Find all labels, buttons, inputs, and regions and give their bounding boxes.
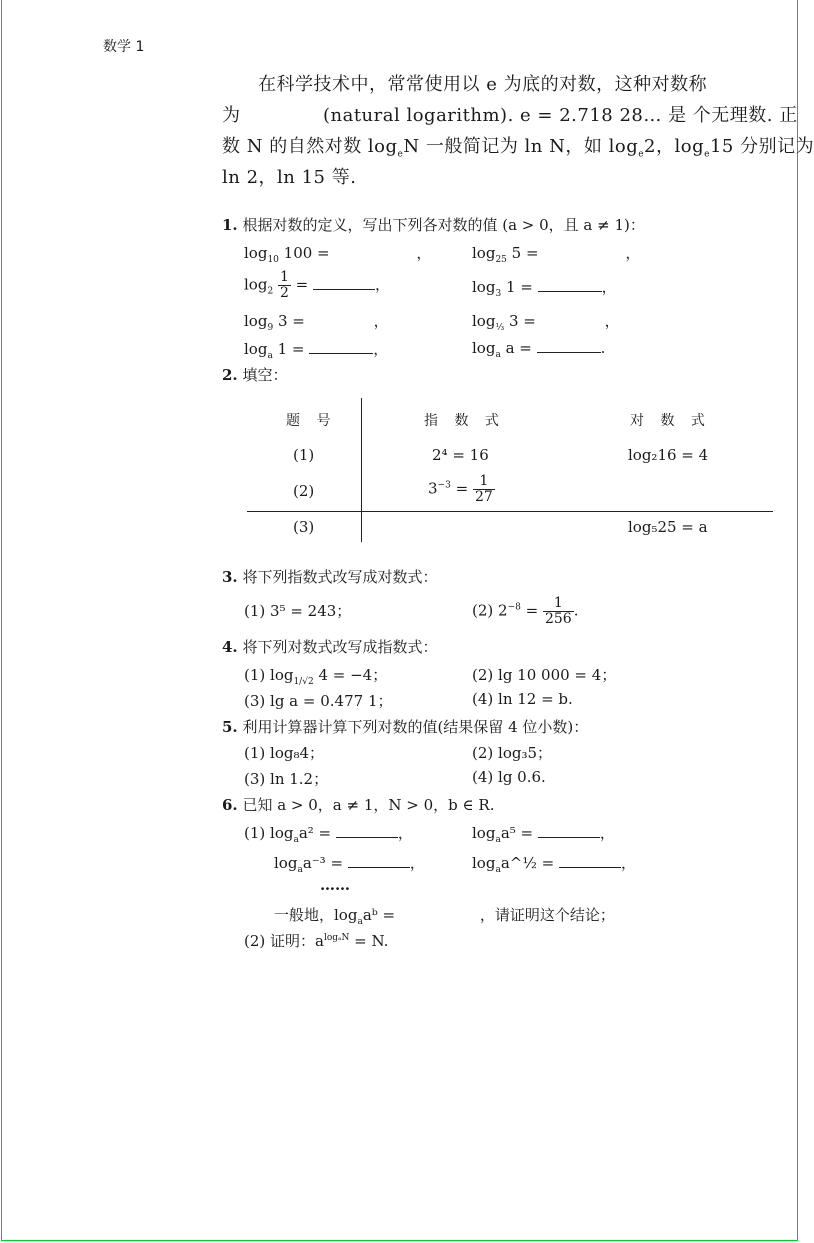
answer-blank[interactable] (334, 244, 416, 258)
q4-stem-text: 将下列对数式改写成指数式： (242, 638, 438, 656)
log-text: log (244, 244, 268, 262)
q4-item-d: (4) ln 12 = b. (472, 690, 573, 708)
log-base: ⅓ (495, 323, 505, 333)
q6-general-rest: aᵇ = (362, 906, 396, 924)
table-horizontal-rule (247, 511, 773, 512)
log-arg: 5 = (506, 244, 539, 262)
q3-b-base: (2) 2 (472, 601, 508, 620)
q5-item-b: (2) log₃5； (472, 744, 553, 762)
answer-blank[interactable] (559, 853, 621, 868)
q1-item-3 (244, 270, 390, 301)
table-row-1-id: (1) (293, 446, 315, 464)
intro-line-3-c: 2，log (644, 136, 705, 157)
table-row-3-id: (3) (293, 518, 315, 536)
q6-line-1b: $\log_aa^5$ = ， (472, 824, 615, 845)
q6-stem-text: 已知 a > 0，a ≠ 1，N > 0，b ∈ R. (242, 796, 495, 814)
intro-line-1: 在科学技术中，常常使用以 e 为底的对数，这种对数称 (258, 74, 708, 95)
q6-base-a: a (293, 835, 299, 845)
q3-number: 3. (222, 568, 238, 586)
q6-base-a: a (297, 865, 303, 875)
q6-log: (1) log (244, 824, 294, 842)
punct: ， (373, 312, 389, 330)
answer-blank[interactable] (400, 906, 480, 920)
q2-stem-text: 填空： (242, 366, 288, 384)
q3-b-power: −8 (507, 602, 521, 613)
intro-line-3-a: 数 N 的自然对数 log (222, 136, 398, 157)
q6-number: 6. (222, 796, 238, 814)
answer-blank[interactable] (313, 275, 375, 290)
intro-sub-e: e (397, 149, 404, 160)
q4-item-a (244, 664, 387, 687)
log-arg: 100 = (278, 244, 330, 262)
q6-stem (222, 794, 494, 815)
q5-number: 5. (222, 718, 238, 736)
intro-line-3-d: 15 分别记为 (709, 136, 814, 157)
answer-blank[interactable] (336, 823, 398, 838)
q6-line-1a: (1) $\log_aa^2$ = ， (244, 824, 413, 845)
q5-stem (222, 716, 588, 737)
q6-proof-post: = N. (349, 932, 389, 950)
q5-stem-text: 利用计算器计算下列对数的值(结果保留 4 位小数)： (242, 718, 589, 736)
punct: ， (416, 244, 432, 262)
q5-item-c: (3) ln 1.2； (244, 770, 329, 788)
log-text: log (244, 340, 268, 358)
q1-stem-text: 根据对数的定义，写出下列各对数的值 (a > 0，且 a ≠ 1)： (242, 216, 645, 234)
table-row-1-exp: 2⁴ = 16 (432, 446, 489, 464)
frac-num: 1 (279, 269, 289, 285)
q5-item-d: (4) lg 0.6. (472, 768, 546, 786)
answer-blank[interactable] (348, 853, 410, 868)
answer-blank[interactable] (310, 312, 374, 326)
punct: ， (601, 278, 617, 296)
intro-line-2 (222, 101, 798, 127)
punct: . (573, 601, 579, 620)
answer-blank[interactable] (538, 823, 600, 838)
log-base: 25 (495, 255, 507, 265)
log-arg: 1 = (272, 340, 305, 358)
q6-rest: a² = (298, 824, 332, 842)
q4-stem (222, 636, 437, 657)
frac-den: 2 (279, 285, 289, 301)
intro-sub-e2: e (638, 149, 645, 160)
q6-base-a: a (495, 835, 501, 845)
q6-base-a: a (357, 917, 363, 927)
page-border (1, 0, 798, 1241)
q6-log: log (274, 854, 298, 872)
punct: ， (604, 312, 620, 330)
log-arg: 1 = (501, 278, 533, 296)
log-arg: 3 = (504, 312, 536, 330)
q6-line-2a: $\log_aa^{-3}$ = ， (274, 854, 425, 875)
q1-item-6 (472, 310, 620, 333)
table-vertical-rule (361, 398, 362, 542)
answer-blank[interactable] (309, 339, 373, 354)
intro-sub-e3: e (704, 149, 710, 160)
punct: ， (625, 244, 641, 262)
frac-den: 27 (474, 489, 493, 505)
q1-item-7 (244, 338, 388, 361)
intro-line-4: ln 2，ln 15 等. (222, 167, 357, 188)
intro-line-3-b: N 一般简记为 ln N，如 log (403, 136, 639, 157)
log-base: 3 (495, 289, 502, 299)
intro-line-2-a: 为 (222, 105, 241, 126)
q4-number: 4. (222, 638, 238, 656)
q2-number: 2. (222, 366, 238, 384)
q1-stem (222, 214, 645, 235)
fraction (473, 474, 495, 505)
q4-item-c: (3) lg a = 0.477 1； (244, 692, 393, 710)
q6-line-4 (244, 930, 388, 951)
equals: = (295, 275, 309, 294)
q6-log: log (472, 854, 496, 872)
frac-num: 1 (473, 474, 495, 490)
q4-a-log: (1) log (244, 666, 294, 684)
log-base: a (495, 350, 501, 360)
punct: . (600, 339, 606, 357)
frac-num: 1 (543, 596, 574, 612)
fraction (278, 270, 291, 301)
log-text: log (244, 312, 268, 330)
q6-proof-exp: logₐN (323, 933, 350, 943)
answer-blank[interactable] (538, 277, 602, 292)
table-row-1-log: log₂16 = 4 (628, 446, 709, 464)
running-header: 数学 1 (103, 39, 145, 55)
answer-blank[interactable] (541, 312, 605, 326)
q6-rest: a^½ = (500, 854, 555, 872)
log-base: 10 (267, 255, 279, 265)
q6-general (274, 904, 615, 927)
log-text: log (472, 278, 496, 296)
log-base: 9 (267, 323, 274, 333)
q1-item-1 (244, 242, 431, 265)
equals: = (520, 601, 539, 620)
q6-ellipsis: …… (320, 876, 350, 894)
q5-item-a: (1) log₈4； (244, 744, 325, 762)
fraction (543, 596, 574, 627)
table-header-log: 对 数 式 (630, 413, 711, 429)
q6-rest: a⁻³ = (302, 854, 344, 872)
exp-base: 3 (428, 479, 438, 498)
q6-rest: a⁵ = (500, 824, 534, 842)
exp-power: −3 (437, 480, 451, 491)
q3-stem (222, 566, 437, 587)
log-text: log (472, 312, 496, 330)
log-text: log (472, 339, 496, 357)
table-header-exp: 指 数 式 (424, 413, 505, 429)
log-base: a (267, 351, 273, 361)
q6-proof-pre: (2) 证明：a (244, 932, 324, 950)
q4-a-base: 1/√2 (293, 677, 314, 687)
q6-general-post: ，请证明这个结论； (479, 906, 615, 924)
log-arg: a = (500, 339, 532, 357)
intro-line-2-b: (natural logarithm). e = 2.718 28… 是 个无理数. 正 (322, 105, 798, 126)
table-row-2-exp: $3^{-3}$ = $\frac{1}{27}$ (428, 473, 493, 505)
q1-item-5 (244, 310, 389, 333)
answer-blank[interactable] (543, 244, 625, 258)
table-header-id: 题 号 (286, 413, 337, 429)
answer-blank[interactable] (537, 338, 601, 353)
q1-item-4 (472, 276, 617, 299)
log-base: 2 (267, 286, 274, 297)
q6-general-pre: 一般地，log (274, 906, 358, 924)
punct: ， (375, 275, 391, 294)
q2-stem (222, 364, 287, 385)
log-text: log (244, 275, 268, 294)
q6-base-a: a (495, 865, 501, 875)
table-row-2-id: (2) (293, 482, 315, 500)
q6-log: log (472, 824, 496, 842)
q6-line-2b: $\log_aa\^{}\frac{1}{2}$ = ， (472, 854, 636, 875)
intro-line-3 (222, 132, 814, 160)
q3-item-a: (1) 3⁵ = 243； (244, 602, 352, 620)
q4-a-rest: 4 = −4； (313, 666, 388, 684)
frac-den: 256 (544, 611, 572, 627)
q1-item-2 (472, 242, 640, 265)
table-row-3-log: log₅25 = a (628, 518, 708, 536)
log-text: log (472, 244, 496, 262)
q3-stem-text: 将下列指数式改写成对数式： (242, 568, 438, 586)
log-arg: 3 = (273, 312, 305, 330)
q3-item-b (472, 596, 578, 627)
punct: ， (373, 340, 389, 358)
q4-item-b: (2) lg 10 000 = 4； (472, 666, 617, 684)
q1-item-8 (472, 338, 605, 360)
q1-number: 1. (222, 216, 238, 234)
